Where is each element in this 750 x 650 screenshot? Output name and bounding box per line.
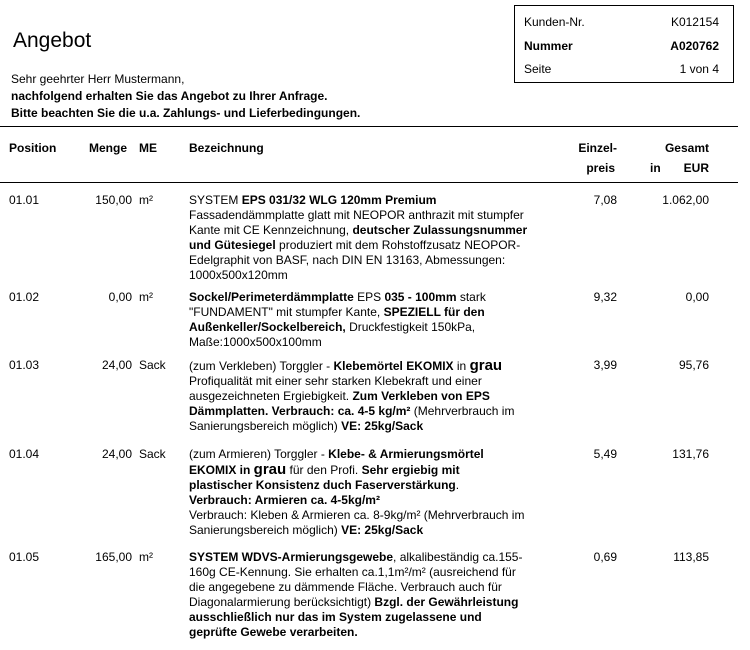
- description-line: [189, 419, 574, 434]
- description-text: geprüfte Gewebe verarbeiten.: [189, 625, 358, 639]
- item-unit: m²: [139, 193, 153, 207]
- description-text: ausgezeichneten Ergiebigkeit.: [189, 389, 353, 403]
- description-line: [189, 508, 574, 523]
- item-description: [189, 550, 574, 640]
- description-text: 1000x500x120mm: [189, 268, 288, 282]
- description-text: plastischer Konsistenz duch Faserverstärkung: [189, 478, 456, 492]
- item-total: 0,00: [685, 290, 709, 304]
- description-text: Sanierungsbereich möglich): [189, 523, 342, 537]
- description-line: [189, 253, 574, 268]
- page-label: Seite: [524, 62, 552, 76]
- customer-number-value: K012154: [670, 15, 719, 29]
- page-value: 1 von 4: [679, 62, 719, 76]
- description-line: [189, 193, 574, 208]
- description-line: [189, 625, 574, 640]
- description-line: [189, 335, 574, 350]
- description-line: [189, 358, 574, 374]
- item-unit: Sack: [139, 447, 166, 461]
- item-quantity: 24,00: [101, 447, 132, 461]
- description-text: für den Profi.: [286, 463, 362, 477]
- item-unit-price: 9,32: [593, 290, 617, 304]
- description-line: [189, 223, 574, 238]
- description-text: ausschließlich nur das im System zugelassene und: [189, 610, 482, 624]
- description-line: [189, 447, 574, 462]
- description-line: [189, 404, 574, 419]
- description-text: (Mehrverbrauch im: [410, 404, 515, 418]
- item-unit-price: 3,99: [593, 358, 617, 372]
- description-line: [189, 290, 574, 305]
- description-text: Dämmplatten. Verbrauch: ca. 4-5 kg/m²: [189, 404, 411, 418]
- description-text: 035 - 100mm: [384, 290, 457, 304]
- description-text: , alkalibeständig ca.155-: [393, 550, 523, 564]
- description-line: [189, 238, 574, 253]
- item-position: 01.05: [9, 550, 40, 564]
- item-description: [189, 290, 574, 350]
- description-line: [189, 550, 574, 565]
- description-text: Sanierungsbereich möglich): [189, 419, 342, 433]
- greeting-intro: nachfolgend erhalten Sie das Angebot zu Ihrer Anfrage.: [11, 89, 328, 103]
- highlight-text: grau: [469, 357, 503, 374]
- description-text: Diagonalarmierung berücksichtigt): [189, 595, 375, 609]
- description-line: [189, 320, 574, 335]
- customer-number-label: Kunden-Nr.: [524, 15, 585, 29]
- page-row: [524, 61, 719, 77]
- header-unit-price-2: preis: [586, 161, 615, 175]
- item-description: [189, 447, 574, 538]
- header-unit: ME: [139, 141, 157, 155]
- header-total-1: Gesamt: [664, 141, 709, 155]
- item-quantity: 0,00: [108, 290, 132, 304]
- description-line: [189, 389, 574, 404]
- description-line: [189, 208, 574, 223]
- offer-number-row: [524, 38, 719, 54]
- description-line: [189, 374, 574, 389]
- description-text: VE: 25kg/Sack: [341, 523, 424, 537]
- description-text: EKOMIX in: [189, 463, 254, 477]
- description-text: .: [455, 478, 460, 492]
- description-text: Maße:1000x500x100mm: [189, 335, 322, 349]
- description-line: [189, 493, 574, 508]
- description-line: [189, 523, 574, 538]
- item-position: 01.01: [9, 193, 40, 207]
- description-text: Sockel/Perimeterdämmplatte: [189, 290, 354, 304]
- item-total: 131,76: [672, 447, 709, 461]
- item-position: 01.02: [9, 290, 40, 304]
- item-quantity: 165,00: [95, 550, 132, 564]
- item-description: [189, 193, 574, 283]
- description-text: und Gütesiegel: [189, 238, 276, 252]
- item-quantity: 24,00: [101, 358, 132, 372]
- description-text: VE: 25kg/Sack: [341, 419, 424, 433]
- header-position: Position: [9, 141, 57, 155]
- item-description: [189, 358, 574, 434]
- description-text: 160g CE-Kennung. Sie erhalten ca.1,1m²/m² (ausreichend für: [189, 565, 516, 579]
- greeting-terms: Bitte beachten Sie die u.a. Zahlungs- und Lieferbedingungen.: [11, 106, 361, 120]
- description-text: "FUNDAMENT" mit stumpfer Kante,: [189, 305, 384, 319]
- item-total: 95,76: [678, 358, 709, 372]
- header-unit-price-1: Einzel-: [578, 141, 617, 155]
- description-text: SYSTEM WDVS-Armierungsgewebe: [189, 550, 394, 564]
- description-text: deutscher Zulassungsnummer: [352, 223, 528, 237]
- description-text: (zum Armieren) Torggler -: [189, 447, 329, 461]
- description-line: [189, 610, 574, 625]
- description-text: EPS 031/32 WLG 120mm Premium: [241, 193, 437, 207]
- description-line: [189, 305, 574, 320]
- description-text: Klebemörtel EKOMIX: [333, 359, 454, 373]
- item-unit-price: 5,49: [593, 447, 617, 461]
- description-text: Klebe- & Armierungsmörtel: [328, 447, 484, 461]
- greeting: [11, 71, 360, 122]
- greeting-salutation: Sehr geehrter Herr Mustermann,: [11, 72, 185, 86]
- description-text: Verbrauch: Armieren ca. 4-5kg/m²: [189, 493, 380, 507]
- description-text: Fassadendämmplatte glatt mit NEOPOR anthrazit mit stumpfer: [189, 208, 524, 222]
- description-text: produziert mit dem Rohstoffzusatz NEOPOR-: [275, 238, 521, 252]
- description-text: Bzgl. der Gewährleistung: [374, 595, 519, 609]
- description-text: die angegebene zu dämmende Fläche. Verbrauch auch für: [189, 580, 502, 594]
- description-line: [189, 478, 574, 493]
- description-text: Edelgraphit von BASF, nach DIN EN 13163, Abmessungen:: [189, 253, 506, 267]
- customer-number-row: [524, 14, 719, 30]
- item-position: 01.03: [9, 358, 40, 372]
- page-title: Angebot: [13, 29, 92, 52]
- item-position: 01.04: [9, 447, 40, 461]
- description-text: SYSTEM: [189, 193, 242, 207]
- description-line: [189, 565, 574, 580]
- description-line: [189, 595, 574, 610]
- item-total: 1.062,00: [662, 193, 709, 207]
- item-unit-price: 0,69: [593, 550, 617, 564]
- header-total-in: in: [650, 161, 661, 175]
- header-currency: EUR: [683, 161, 709, 175]
- item-total: 113,85: [673, 550, 709, 564]
- description-line: [189, 268, 574, 283]
- description-text: Verbrauch: Kleben & Armieren ca. 8-9kg/m² (Mehrverbrauch im: [189, 508, 525, 522]
- description-line: [189, 462, 574, 478]
- header-quantity: Menge: [89, 141, 128, 155]
- description-text: in: [453, 359, 470, 373]
- offer-number-label: Nummer: [524, 39, 573, 53]
- document-info-box: [514, 5, 734, 83]
- description-text: stark: [456, 290, 486, 304]
- description-text: (zum Verkleben) Torggler -: [189, 359, 334, 373]
- description-text: Sehr ergiebig mit: [361, 463, 460, 477]
- item-unit: Sack: [139, 358, 166, 372]
- table-header-rule: [0, 182, 738, 183]
- item-unit: m²: [139, 290, 153, 304]
- description-text: Zum Verkleben von EPS: [352, 389, 490, 403]
- description-text: Profiqualität mit einer sehr starken Klebekraft und einer: [189, 374, 482, 388]
- table-top-rule: [0, 126, 738, 127]
- item-unit: m²: [139, 550, 153, 564]
- description-text: Außenkeller/Sockelbereich,: [189, 320, 346, 334]
- item-unit-price: 7,08: [593, 193, 617, 207]
- description-text: Druckfestigkeit 150kPa,: [345, 320, 476, 334]
- item-quantity: 150,00: [95, 193, 132, 207]
- description-text: Kante mit CE Kennzeichnung,: [189, 223, 353, 237]
- highlight-text: grau: [253, 461, 287, 478]
- header-description: Bezeichnung: [189, 141, 264, 155]
- description-text: EPS: [353, 290, 385, 304]
- offer-number-value: A020762: [670, 39, 719, 53]
- description-line: [189, 580, 574, 595]
- description-text: SPEZIELL für den: [383, 305, 485, 319]
